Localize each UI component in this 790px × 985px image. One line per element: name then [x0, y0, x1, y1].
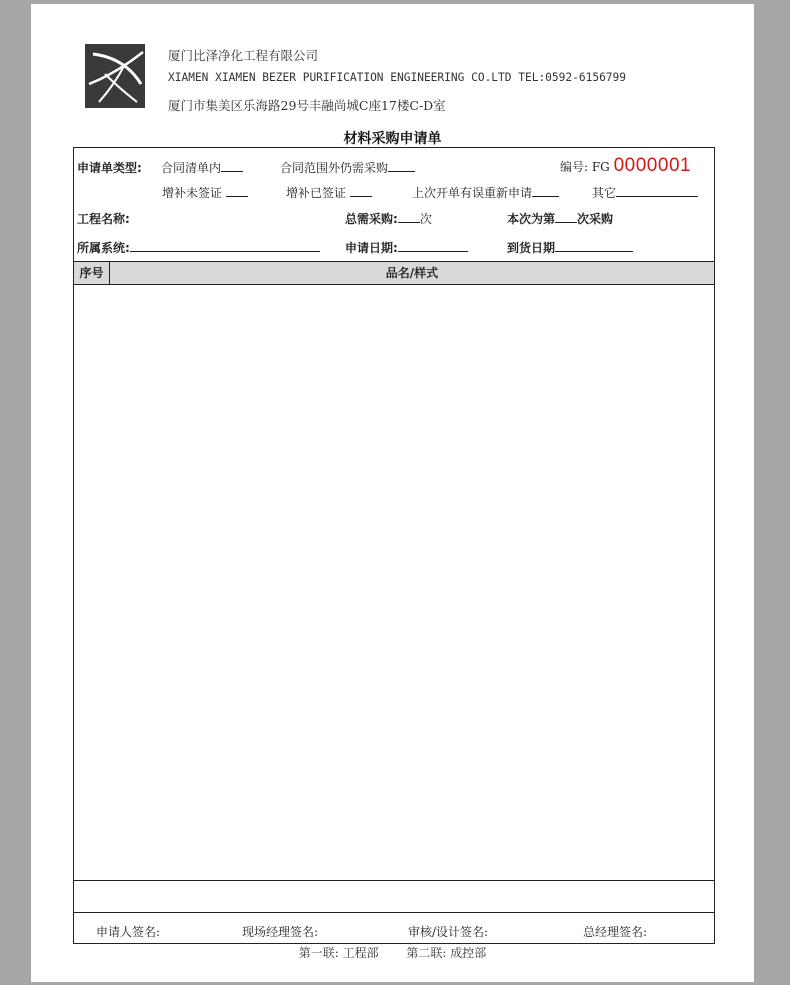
copy-two: 第二联: 成控部: [406, 946, 487, 960]
divider: [74, 880, 714, 881]
company-name-en: XIAMEN XIAMEN BEZER PURIFICATION ENGINEERING CO.LTD TEL:0592-6156799: [168, 71, 627, 84]
option-reapply-label: 上次开单有误重新申请: [412, 186, 533, 200]
divider: [74, 912, 714, 913]
other-blank[interactable]: [616, 185, 698, 197]
serial-label: 编号: FG: [560, 160, 610, 174]
signature-site-manager[interactable]: 现场经理签名:: [242, 925, 319, 939]
arrival-date-label: 到货日期: [507, 241, 556, 255]
total-purchase-field[interactable]: [345, 210, 432, 227]
option-contract-list[interactable]: [161, 159, 243, 176]
signed-blank[interactable]: [350, 185, 372, 197]
copy-distribution-footer: [31, 944, 754, 961]
items-table-body[interactable]: [74, 284, 714, 880]
signature-applicant[interactable]: 申请人签名:: [96, 925, 161, 939]
apply-date-blank[interactable]: [398, 240, 468, 252]
apply-date-label: 申请日期:: [345, 241, 398, 255]
column-header-name: 品名/样式: [385, 266, 439, 280]
system-blank[interactable]: [130, 240, 320, 252]
option-unsigned[interactable]: [162, 184, 248, 201]
arrival-date-field[interactable]: [507, 239, 633, 256]
company-name-cn: 厦门比泽净化工程有限公司: [168, 48, 319, 63]
system-label: 所属系统:: [77, 241, 130, 255]
contract-outside-blank[interactable]: [388, 160, 415, 172]
form-sheet: [31, 4, 754, 982]
serial-number: 0000001: [613, 155, 692, 176]
option-unsigned-label: 增补未签证: [162, 186, 223, 200]
option-other-label: 其它: [592, 186, 617, 200]
column-header-no: 序号: [74, 262, 110, 284]
copy-one: 第一联: 工程部: [298, 946, 379, 960]
project-name-label: 工程名称:: [77, 212, 130, 226]
option-contract-list-label: 合同清单内: [161, 161, 222, 175]
unsigned-blank[interactable]: [226, 185, 248, 197]
option-reapply[interactable]: [412, 184, 559, 201]
option-other[interactable]: [592, 184, 698, 201]
signature-review[interactable]: 审核/设计签名:: [408, 925, 489, 939]
this-time-field[interactable]: [507, 210, 613, 227]
request-type-label: 申请单类型:: [77, 161, 142, 175]
contract-list-blank[interactable]: [221, 160, 243, 172]
system-field[interactable]: [77, 239, 320, 256]
form-title: 材料采购申请单: [343, 131, 442, 147]
this-time-label: 本次为第: [507, 212, 556, 226]
option-signed-label: 增补已签证: [286, 186, 347, 200]
this-time-blank[interactable]: [555, 211, 577, 223]
option-contract-outside-label: 合同范围外仍需采购: [280, 161, 389, 175]
reapply-blank[interactable]: [532, 185, 559, 197]
total-purchase-label: 总需采购:: [345, 212, 398, 226]
purchase-form: [73, 147, 715, 944]
total-purchase-blank[interactable]: [398, 211, 420, 223]
arrival-date-blank[interactable]: [555, 240, 633, 252]
total-purchase-unit: 次: [419, 212, 432, 226]
apply-date-field[interactable]: [345, 239, 468, 256]
serial-number-field: [560, 155, 691, 177]
this-time-unit: 次采购: [577, 212, 614, 226]
signature-general-manager[interactable]: 总经理签名:: [583, 925, 648, 939]
items-table-header: [74, 261, 714, 285]
company-logo: [85, 44, 145, 108]
option-contract-outside[interactable]: [280, 159, 415, 176]
company-address: 厦门市集美区乐海路29号丰融尚城C座17楼C-D室: [168, 98, 446, 113]
option-signed[interactable]: [286, 184, 372, 201]
